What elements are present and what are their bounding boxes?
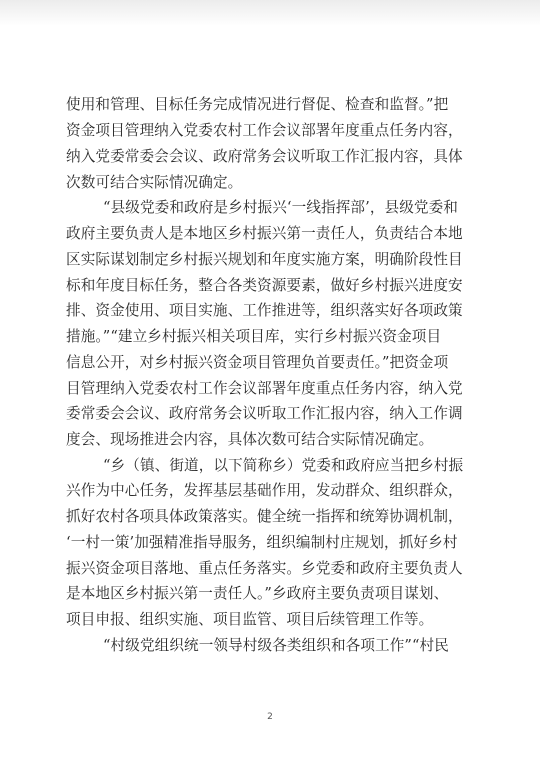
page-number: 2 [267,712,273,722]
text-line: 兴作为中心任务，发挥基层基础作用，发动群众、组织群众， [66,482,463,499]
text-line: 政府主要负责人是本地区乡村振兴第一责任人，负责结合本地 [66,225,463,242]
text-line: 排、资金使用、项目实施、工作推进等，组织落实好各项政策 [66,302,463,319]
text-line: 是本地区乡村振兴第一责任人。”乡政府主要负责项目谋划、 [66,585,449,602]
paragraph-start-line: “村级党组织统一领导村级各类组织和各项工作”“村民 [103,637,449,654]
text-line: 措施。”“建立乡村振兴相关项目库，实行乡村振兴资金项目 [66,328,442,345]
scan-shadow [0,0,540,26]
text-line: 次数可结合实际情况确定。 [66,174,243,191]
paragraph-start-line: “乡（镇、街道，以下简称乡）党委和政府应当把乡村振 [103,457,464,474]
text-line: 资金项目管理纳入党委农村工作会议部署年度重点任务内容， [66,122,463,139]
text-line: 纳入党委常委会会议、政府常务会议听取工作汇报内容，具体 [66,148,463,165]
text-line: 委常委会会议、政府常务会议听取工作汇报内容，纳入工作调 [66,405,463,422]
text-line: 区实际谋划制定乡村振兴规划和年度实施方案，明确阶段性目 [66,251,463,268]
text-line: 标和年度目标任务，整合各类资源要素，做好乡村振兴进度安 [66,277,463,294]
text-line: 项目申报、组织实施、项目监管、项目后续管理工作等。 [66,611,434,628]
text-line: 振兴资金项目落地、重点任务落实。乡党委和政府主要负责人 [66,560,463,577]
text-line: 使用和管理、目标任务完成情况进行督促、检查和监督。”把 [66,96,449,113]
text-line: 目管理纳入党委农村工作会议部署年度重点任务内容，纳入党 [66,380,463,397]
text-line: 度会、现场推进会内容，具体次数可结合实际情况确定。 [66,431,434,448]
paragraph-start-line: “县级党委和政府是乡村振兴‘一线指挥部’，县级党委和 [103,199,458,216]
text-line: 抓好农村各项具体政策落实。健全统一指挥和统筹协调机制， [66,508,463,525]
text-line: ‘一村一策’加强精准指导服务，组织编制村庄规划，抓好乡村 [66,534,458,551]
text-line: 信息公开，对乡村振兴资金项目管理负首要责任。”把资金项 [66,354,449,371]
